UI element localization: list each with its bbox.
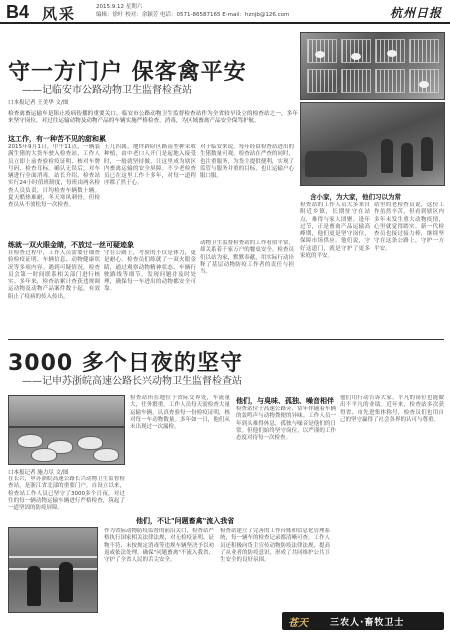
story2-subtitle-1: 他们，与臭味、孤独、噪音相伴 — [236, 397, 334, 405]
inspector-figure — [421, 137, 433, 171]
story1-column-6: 动物卫生监督检查站的工作看似平常，却关系着千家万户的餐桌安全。检查员们以站为家，默默奉献，用实际行动诠释了基层动物防疫工作者的责任与担当。 — [200, 240, 294, 276]
story1-photo-inspection — [300, 102, 445, 186]
inspector-figure — [401, 143, 413, 177]
story2-subtitle-2: 他们，不让"问题畜禽"流入我省 — [136, 517, 235, 525]
story1-byline: 口本报记者 王美华 文/图 — [8, 100, 69, 106]
story1-column-5: 守在公路上，考验的不仅是体力，更是耐心。检查员们练就了一双火眼金睛，通过观察动物精神状态、车辆行驶路线等细节，发现问题并及时处理，确保每一车进出的动物都安全可靠。 — [104, 250, 196, 293]
story1-column-4: 在检查过程中，工作人员需要仔细查验检疫证明、车辆信息、动物健康状况等多项内容。遇到可疑情况，检查员会第一时间联系相关部门进行核实。多年来，检查站累计查获违规调运动物及动物产品案件数十起，有效阻止了疫病的传入传出。 — [8, 250, 100, 300]
story2-column-4: 他们用行动告诉大家，平凡的岗位也能做出不平凡的业绩。近年来，检查站多次获得省、市先进集体称号，检查员们也用自己的坚守赢得了社会各界的认可与尊重。 — [340, 395, 444, 423]
pig-shape — [31, 448, 57, 462]
story2-photo-pigs — [8, 395, 125, 465]
inspector-figure — [381, 139, 393, 173]
story1-column-7: 检查站的工作人员大多来自附近乡镇，长期驻守在站点，难得与家人团聚。逢年过节，正是畜禽产品运输高峰期，他们更是坚守岗位，保障市场供应。他们说，守好这道门，就是守护了更多家庭的平安。 — [300, 202, 370, 260]
poultry-shape — [419, 81, 429, 88]
story2-headline: 3000 多个日夜的坚守 — [8, 351, 243, 376]
story2-column-3: 检查站位于高速公路旁，常年伴随着车辆的轰鸣声与动物粪便的异味。工作人员一年到头难得休息，孤独与噪音是他们的日常。但他们始终坚守岗位，以严谨的工作态度对待每一次检查。 — [236, 406, 336, 442]
story2-column-5: 作为省际动物防疫监督的前沿关口，检查站严格执行国家相关法律法规，对无检疫证明、证物不符、未按规定消毒等违规车辆坚决予以劝返或依法处理，确保"问题畜禽"不流入我省，守护了全省人民的舌尖安全。 — [104, 528, 214, 564]
inspector-figure — [59, 562, 73, 602]
story1-subtitle-1: 这工作，有一种苦不见的甜和累 — [8, 135, 106, 143]
contact-line: 编辑：徐叶 校对：余颖芳 电话：0571-86587165 E-mail：hznjb@126.com — [96, 12, 290, 18]
pig-shape — [17, 434, 43, 448]
fence-rail — [9, 556, 97, 558]
story1-column-1: 2015年9月1日，中午11点，一辆装满生猪的大货车驶入检查站，工作人员立即上前查验检疫证明、核对车牌号码、检查耳标。确认无误后，对车辆进行全面消毒。站长介绍，检查站实行24小时值班制度，每班由两名检查人员负责，日均检查车辆数十辆。夏天酷热难耐，冬天寒风刺骨，但检查员从不放松每一次检查。 — [8, 144, 100, 209]
date-line: 2015.9.12 星期六 — [96, 4, 143, 10]
story2-subhead: ——记申苏浙皖高速公路长兴动物卫生监督检查站 — [22, 376, 242, 387]
story1-column-8: 站里的老检查员说，这份工作虽然辛苦，但看到辖区内多年未发生重大动物疫情，心里就觉得踏实。新一代检查员也接过接力棒，继续坚守在这条公路上，守护一方平安。 — [374, 202, 444, 252]
paper-name: 杭州日报 — [389, 6, 442, 20]
fence-rail — [9, 568, 97, 570]
masthead — [0, 0, 450, 24]
story2-column-1: 在长兴，申苏浙皖高速公路长兴动物卫生监督检查站，是浙江省北部的重要门户。自设立以来，检查站工作人员已坚守了3000多个日夜，对过往的每一辆动物运输车辆进行严格检查，筑起了一道坚固的防疫屏障。 — [8, 476, 125, 512]
page-number: B4 — [6, 2, 30, 22]
vehicle-shape — [305, 151, 367, 177]
cage-shape — [375, 69, 405, 93]
poultry-shape — [351, 53, 361, 60]
poultry-shape — [387, 50, 397, 57]
story2-column-6: 检查站建立了完善的工作台账和信息化管理系统，每一辆车的检查记录都清晰可查。工作人员还积极向货主宣传动物防疫法律法规，提高了从业者的防疫意识，形成了共同维护公共卫生安全的良好氛围。 — [220, 528, 330, 564]
section-divider — [8, 339, 444, 340]
story1-caption: 含小家，为大家，他们习以为常 — [310, 193, 401, 201]
cage-shape — [341, 69, 371, 93]
footer-label: 三农人·畜牧卫士 — [330, 618, 405, 628]
fence-rail — [9, 426, 124, 428]
footer-banner — [282, 612, 444, 630]
story2-column-2: 检查站所在地位于省际交界处，车流量大，任务繁重。工作人员每天需检查大量运输车辆，认真查验每一份检疫证明，核对每一车动物数量。多年如一日，他们从未出现过一次漏检。 — [130, 395, 230, 431]
section-title: 风采 — [42, 5, 77, 23]
inspector-figure — [27, 566, 41, 606]
story1-subhead: ——记临安市公路动物卫生监督检查站 — [22, 85, 192, 96]
story1-headline: 守一方门户 保客禽平安 — [8, 60, 247, 85]
story1-subtitle-2: 练就一双火眼金睛，不放过一丝可疑迹象 — [8, 241, 134, 249]
cage-shape — [307, 69, 337, 93]
story1-column-3: 对于临安来说，每年经由检查站进出的生猪数量可观。检查站在严查的同时，也注重服务，为货主提供便利，实现了监管与服务并重的目标，也让运输户心服口服。 — [200, 144, 294, 180]
cage-shape — [409, 39, 439, 63]
story1-lead: 检查禽畜运输车是阻止疫病传播的重要关口，临安市公路动物卫生监督检查站作为全省较早设立的检查站之一，多年来坚守岗位，对过往运输动物及动物产品的车辆实施严格检查、消毒，为区域畜禽产品安全保驾护航。 — [8, 111, 298, 125]
masthead-meta — [96, 3, 289, 19]
story1-column-2: 王几四属，地坪辟险区路南型种采收种植，由中老口人开门是起地入接受时，一般就坚持做，让这里成为辖区内畜禽运输的安全屏障。不少老检查员已在这里工作十多年，对每一道程序都了然于心。 — [104, 144, 196, 187]
pig-shape — [93, 448, 119, 462]
story2-byline: 口本报记者 施力尽 文/图 — [8, 470, 69, 476]
footer-logo: 苍天 — [288, 618, 308, 629]
story1-photo-cages — [300, 32, 445, 100]
poultry-shape — [315, 51, 325, 58]
story2-photo-inspectors — [8, 527, 98, 613]
